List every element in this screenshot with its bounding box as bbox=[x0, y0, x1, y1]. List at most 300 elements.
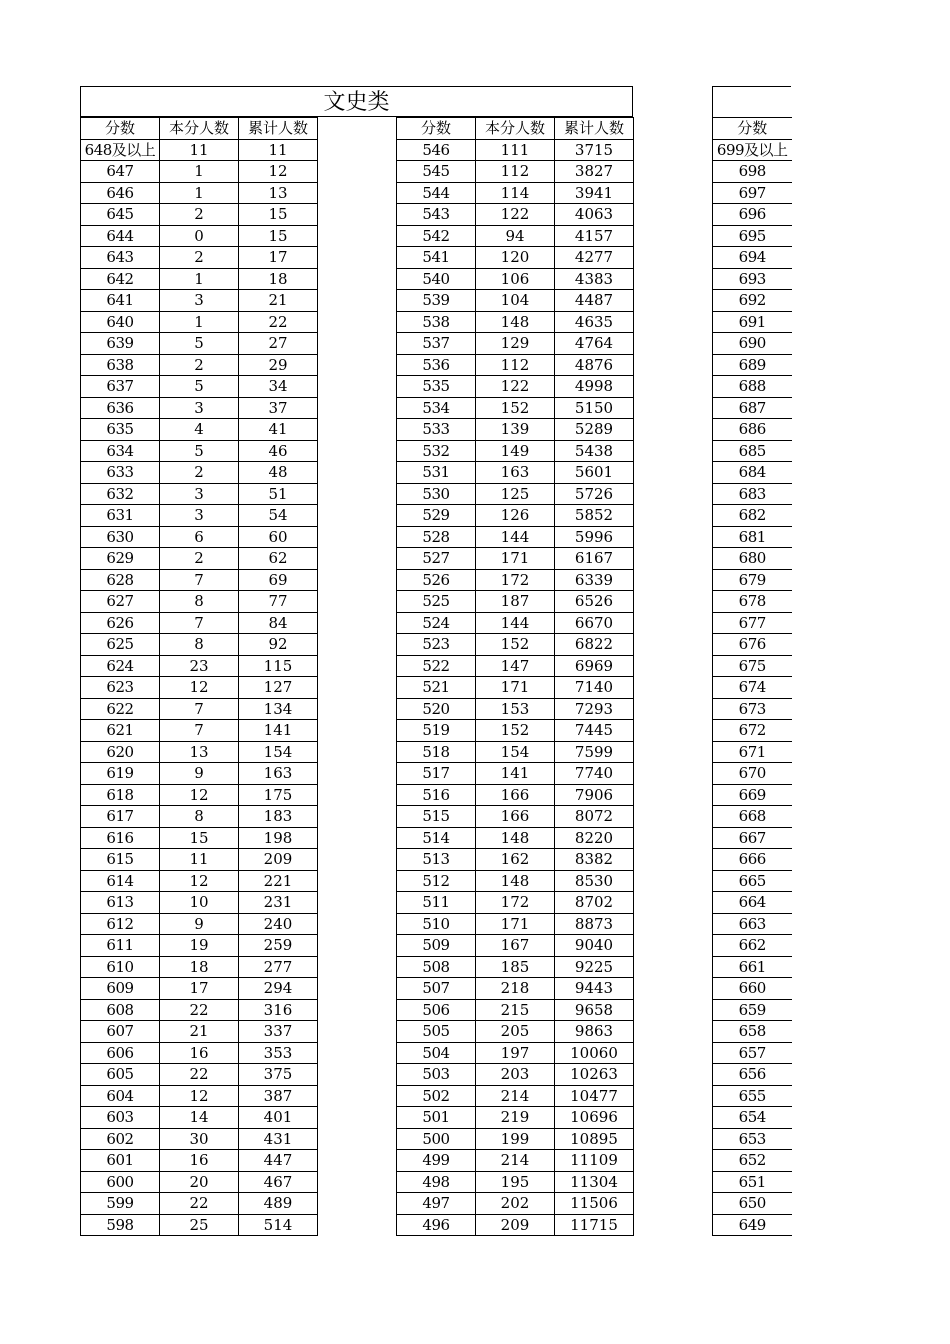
cumulative-cell: 447 bbox=[239, 1150, 318, 1172]
table-row bbox=[713, 139, 792, 161]
score-cell: 541 bbox=[397, 247, 476, 269]
score-cell: 510 bbox=[397, 913, 476, 935]
count-cell: 122 bbox=[476, 376, 555, 398]
count-cell: 7 bbox=[160, 569, 239, 591]
table-row bbox=[81, 161, 318, 183]
count-cell: 214 bbox=[476, 1150, 555, 1172]
cumulative-cell: 17 bbox=[239, 247, 318, 269]
count-cell: 125 bbox=[476, 483, 555, 505]
table-row bbox=[397, 784, 634, 806]
score-cell: 688 bbox=[713, 376, 792, 398]
score-cell: 512 bbox=[397, 870, 476, 892]
table-row bbox=[81, 376, 318, 398]
count-cell: 171 bbox=[476, 548, 555, 570]
table-row bbox=[713, 182, 792, 204]
table-row bbox=[397, 741, 634, 763]
table-row bbox=[81, 935, 318, 957]
cumulative-cell: 8530 bbox=[555, 870, 634, 892]
score-cell: 536 bbox=[397, 354, 476, 376]
cumulative-cell: 231 bbox=[239, 892, 318, 914]
score-cell: 663 bbox=[713, 913, 792, 935]
score-cell: 502 bbox=[397, 1085, 476, 1107]
score-cell: 629 bbox=[81, 548, 160, 570]
count-cell: 25 bbox=[160, 1214, 239, 1236]
score-cell: 692 bbox=[713, 290, 792, 312]
score-cell: 622 bbox=[81, 698, 160, 720]
cumulative-cell: 3941 bbox=[555, 182, 634, 204]
table-row bbox=[397, 483, 634, 505]
score-cell: 526 bbox=[397, 569, 476, 591]
score-cell: 676 bbox=[713, 634, 792, 656]
cumulative-cell: 7445 bbox=[555, 720, 634, 742]
cumulative-cell: 46 bbox=[239, 440, 318, 462]
table-row bbox=[713, 612, 792, 634]
score-cell: 544 bbox=[397, 182, 476, 204]
score-cell: 627 bbox=[81, 591, 160, 613]
cumulative-cell: 6969 bbox=[555, 655, 634, 677]
score-cell: 661 bbox=[713, 956, 792, 978]
cumulative-cell: 10263 bbox=[555, 1064, 634, 1086]
table-row bbox=[713, 956, 792, 978]
count-cell: 172 bbox=[476, 569, 555, 591]
table-row bbox=[81, 548, 318, 570]
score-cell: 612 bbox=[81, 913, 160, 935]
cumulative-cell: 12 bbox=[239, 161, 318, 183]
count-cell: 2 bbox=[160, 354, 239, 376]
cumulative-cell: 9225 bbox=[555, 956, 634, 978]
score-cell: 537 bbox=[397, 333, 476, 355]
score-cell: 499 bbox=[397, 1150, 476, 1172]
table-row bbox=[397, 182, 634, 204]
cumulative-cell: 277 bbox=[239, 956, 318, 978]
table-row bbox=[397, 1042, 634, 1064]
count-cell: 5 bbox=[160, 440, 239, 462]
table-row bbox=[713, 806, 792, 828]
table-row bbox=[713, 913, 792, 935]
score-cell: 605 bbox=[81, 1064, 160, 1086]
score-cell: 683 bbox=[713, 483, 792, 505]
score-cell: 523 bbox=[397, 634, 476, 656]
cumulative-cell: 353 bbox=[239, 1042, 318, 1064]
cumulative-cell: 6670 bbox=[555, 612, 634, 634]
table-row bbox=[713, 1107, 792, 1129]
table-row bbox=[397, 698, 634, 720]
cumulative-cell: 54 bbox=[239, 505, 318, 527]
table-row bbox=[81, 999, 318, 1021]
cumulative-cell: 240 bbox=[239, 913, 318, 935]
table-row bbox=[81, 892, 318, 914]
table-row bbox=[713, 849, 792, 871]
table-row bbox=[81, 354, 318, 376]
count-cell: 144 bbox=[476, 526, 555, 548]
count-cell: 154 bbox=[476, 741, 555, 763]
cumulative-cell: 10060 bbox=[555, 1042, 634, 1064]
cumulative-cell: 294 bbox=[239, 978, 318, 1000]
score-cell: 630 bbox=[81, 526, 160, 548]
score-cell: 521 bbox=[397, 677, 476, 699]
table-row bbox=[713, 440, 792, 462]
score-cell: 621 bbox=[81, 720, 160, 742]
table-row bbox=[713, 698, 792, 720]
score-cell: 610 bbox=[81, 956, 160, 978]
score-cell: 609 bbox=[81, 978, 160, 1000]
count-cell: 1 bbox=[160, 311, 239, 333]
table-row bbox=[713, 526, 792, 548]
score-cell: 653 bbox=[713, 1128, 792, 1150]
score-cell: 642 bbox=[81, 268, 160, 290]
score-cell: 643 bbox=[81, 247, 160, 269]
table-row bbox=[81, 526, 318, 548]
table-row bbox=[397, 419, 634, 441]
count-cell: 187 bbox=[476, 591, 555, 613]
cumulative-cell: 467 bbox=[239, 1171, 318, 1193]
cumulative-cell: 4998 bbox=[555, 376, 634, 398]
count-cell: 153 bbox=[476, 698, 555, 720]
count-cell: 162 bbox=[476, 849, 555, 871]
cumulative-cell: 198 bbox=[239, 827, 318, 849]
score-cell: 667 bbox=[713, 827, 792, 849]
score-cell: 535 bbox=[397, 376, 476, 398]
table-row bbox=[81, 956, 318, 978]
count-cell: 129 bbox=[476, 333, 555, 355]
score-cell: 657 bbox=[713, 1042, 792, 1064]
score-cell: 623 bbox=[81, 677, 160, 699]
table-row bbox=[713, 1021, 792, 1043]
score-cell: 650 bbox=[713, 1193, 792, 1215]
score-cell: 539 bbox=[397, 290, 476, 312]
count-cell: 111 bbox=[476, 139, 555, 161]
score-cell: 509 bbox=[397, 935, 476, 957]
score-cell: 508 bbox=[397, 956, 476, 978]
cumulative-cell: 77 bbox=[239, 591, 318, 613]
score-cell: 613 bbox=[81, 892, 160, 914]
score-cell: 600 bbox=[81, 1171, 160, 1193]
table-row bbox=[81, 333, 318, 355]
count-cell: 4 bbox=[160, 419, 239, 441]
score-cell: 534 bbox=[397, 397, 476, 419]
header-score: 分数 bbox=[81, 118, 160, 140]
score-cell: 525 bbox=[397, 591, 476, 613]
table-row bbox=[397, 1171, 634, 1193]
table-row bbox=[397, 763, 634, 785]
table-row bbox=[397, 870, 634, 892]
score-cell: 513 bbox=[397, 849, 476, 871]
table-row bbox=[713, 225, 792, 247]
table-row bbox=[81, 311, 318, 333]
score-cell: 528 bbox=[397, 526, 476, 548]
score-cell: 522 bbox=[397, 655, 476, 677]
table-row bbox=[397, 376, 634, 398]
score-cell: 543 bbox=[397, 204, 476, 226]
count-cell: 215 bbox=[476, 999, 555, 1021]
table-row bbox=[81, 419, 318, 441]
cumulative-cell: 8072 bbox=[555, 806, 634, 828]
count-cell: 185 bbox=[476, 956, 555, 978]
cumulative-cell: 11304 bbox=[555, 1171, 634, 1193]
score-cell: 507 bbox=[397, 978, 476, 1000]
table-row bbox=[397, 677, 634, 699]
score-cell: 511 bbox=[397, 892, 476, 914]
score-cell: 497 bbox=[397, 1193, 476, 1215]
table-row bbox=[397, 311, 634, 333]
score-cell: 602 bbox=[81, 1128, 160, 1150]
count-cell: 163 bbox=[476, 462, 555, 484]
count-cell: 219 bbox=[476, 1107, 555, 1129]
table-row bbox=[397, 290, 634, 312]
count-cell: 148 bbox=[476, 311, 555, 333]
count-cell: 141 bbox=[476, 763, 555, 785]
table-row bbox=[397, 505, 634, 527]
table-row bbox=[713, 397, 792, 419]
table-row bbox=[397, 161, 634, 183]
cumulative-cell: 8702 bbox=[555, 892, 634, 914]
table-header-row bbox=[81, 118, 318, 140]
count-cell: 3 bbox=[160, 483, 239, 505]
cumulative-cell: 4764 bbox=[555, 333, 634, 355]
cumulative-cell: 7740 bbox=[555, 763, 634, 785]
cumulative-cell: 209 bbox=[239, 849, 318, 871]
table-row bbox=[713, 1042, 792, 1064]
count-cell: 114 bbox=[476, 182, 555, 204]
table-row bbox=[713, 634, 792, 656]
table-row bbox=[713, 827, 792, 849]
table-row bbox=[397, 612, 634, 634]
score-cell: 647 bbox=[81, 161, 160, 183]
count-cell: 152 bbox=[476, 720, 555, 742]
table-row bbox=[397, 655, 634, 677]
count-cell: 147 bbox=[476, 655, 555, 677]
cumulative-cell: 4487 bbox=[555, 290, 634, 312]
score-cell: 699及以上 bbox=[713, 139, 792, 161]
table-row bbox=[397, 1214, 634, 1236]
table-row bbox=[81, 1171, 318, 1193]
table-row bbox=[397, 591, 634, 613]
score-cell: 672 bbox=[713, 720, 792, 742]
score-cell: 538 bbox=[397, 311, 476, 333]
score-cell: 681 bbox=[713, 526, 792, 548]
table-row bbox=[713, 1085, 792, 1107]
cumulative-cell: 37 bbox=[239, 397, 318, 419]
count-cell: 172 bbox=[476, 892, 555, 914]
score-cell: 684 bbox=[713, 462, 792, 484]
table-row bbox=[81, 763, 318, 785]
cumulative-cell: 9658 bbox=[555, 999, 634, 1021]
cumulative-cell: 221 bbox=[239, 870, 318, 892]
cumulative-cell: 6339 bbox=[555, 569, 634, 591]
score-cell: 654 bbox=[713, 1107, 792, 1129]
table-row bbox=[397, 956, 634, 978]
header-count: 本分人数 bbox=[160, 118, 239, 140]
cumulative-cell: 7599 bbox=[555, 741, 634, 763]
table-row bbox=[81, 720, 318, 742]
cumulative-cell: 387 bbox=[239, 1085, 318, 1107]
table-row bbox=[397, 1150, 634, 1172]
score-cell: 527 bbox=[397, 548, 476, 570]
count-cell: 94 bbox=[476, 225, 555, 247]
cumulative-cell: 154 bbox=[239, 741, 318, 763]
table-row bbox=[397, 354, 634, 376]
table-row bbox=[81, 913, 318, 935]
score-cell: 671 bbox=[713, 741, 792, 763]
score-cell: 668 bbox=[713, 806, 792, 828]
score-cell: 540 bbox=[397, 268, 476, 290]
cumulative-cell: 514 bbox=[239, 1214, 318, 1236]
cumulative-cell: 34 bbox=[239, 376, 318, 398]
table-title-partial bbox=[712, 86, 791, 117]
score-cell: 698 bbox=[713, 161, 792, 183]
cumulative-cell: 11715 bbox=[555, 1214, 634, 1236]
score-cell: 618 bbox=[81, 784, 160, 806]
score-cell: 656 bbox=[713, 1064, 792, 1086]
table-row bbox=[81, 1150, 318, 1172]
cumulative-cell: 10477 bbox=[555, 1085, 634, 1107]
score-cell: 649 bbox=[713, 1214, 792, 1236]
score-cell: 665 bbox=[713, 870, 792, 892]
table-row bbox=[397, 333, 634, 355]
cumulative-cell: 18 bbox=[239, 268, 318, 290]
table-row bbox=[713, 161, 792, 183]
table-row bbox=[713, 290, 792, 312]
table-row bbox=[397, 913, 634, 935]
score-cell: 678 bbox=[713, 591, 792, 613]
table-row bbox=[397, 268, 634, 290]
table-row bbox=[81, 397, 318, 419]
count-cell: 8 bbox=[160, 634, 239, 656]
cumulative-cell: 60 bbox=[239, 526, 318, 548]
cumulative-cell: 489 bbox=[239, 1193, 318, 1215]
cumulative-cell: 4277 bbox=[555, 247, 634, 269]
score-cell: 608 bbox=[81, 999, 160, 1021]
count-cell: 9 bbox=[160, 913, 239, 935]
table-row bbox=[81, 1064, 318, 1086]
score-cell: 694 bbox=[713, 247, 792, 269]
count-cell: 23 bbox=[160, 655, 239, 677]
table-row bbox=[713, 677, 792, 699]
count-cell: 11 bbox=[160, 849, 239, 871]
cumulative-cell: 259 bbox=[239, 935, 318, 957]
count-cell: 1 bbox=[160, 268, 239, 290]
cumulative-cell: 5601 bbox=[555, 462, 634, 484]
score-cell: 691 bbox=[713, 311, 792, 333]
score-cell: 648及以上 bbox=[81, 139, 160, 161]
cumulative-cell: 4157 bbox=[555, 225, 634, 247]
count-cell: 1 bbox=[160, 161, 239, 183]
score-cell: 640 bbox=[81, 311, 160, 333]
cumulative-cell: 6526 bbox=[555, 591, 634, 613]
count-cell: 7 bbox=[160, 720, 239, 742]
score-cell: 682 bbox=[713, 505, 792, 527]
table-row bbox=[81, 1021, 318, 1043]
table-row bbox=[81, 290, 318, 312]
table-row bbox=[81, 827, 318, 849]
table-row bbox=[713, 1171, 792, 1193]
count-cell: 10 bbox=[160, 892, 239, 914]
cumulative-cell: 92 bbox=[239, 634, 318, 656]
table-row bbox=[713, 311, 792, 333]
score-cell: 632 bbox=[81, 483, 160, 505]
score-cell: 675 bbox=[713, 655, 792, 677]
count-cell: 144 bbox=[476, 612, 555, 634]
count-cell: 202 bbox=[476, 1193, 555, 1215]
count-cell: 30 bbox=[160, 1128, 239, 1150]
table-row bbox=[713, 741, 792, 763]
table-row bbox=[81, 204, 318, 226]
score-cell: 666 bbox=[713, 849, 792, 871]
score-cell: 514 bbox=[397, 827, 476, 849]
score-cell: 635 bbox=[81, 419, 160, 441]
score-cell: 530 bbox=[397, 483, 476, 505]
cumulative-cell: 401 bbox=[239, 1107, 318, 1129]
count-cell: 2 bbox=[160, 204, 239, 226]
score-cell: 531 bbox=[397, 462, 476, 484]
cumulative-cell: 337 bbox=[239, 1021, 318, 1043]
table-row bbox=[713, 548, 792, 570]
cumulative-cell: 69 bbox=[239, 569, 318, 591]
table-row bbox=[397, 634, 634, 656]
count-cell: 5 bbox=[160, 333, 239, 355]
table-row bbox=[81, 1107, 318, 1129]
cumulative-cell: 4635 bbox=[555, 311, 634, 333]
score-table-1 bbox=[80, 117, 318, 1236]
count-cell: 16 bbox=[160, 1150, 239, 1172]
table-row bbox=[397, 935, 634, 957]
score-cell: 634 bbox=[81, 440, 160, 462]
table-row bbox=[81, 978, 318, 1000]
score-cell: 687 bbox=[713, 397, 792, 419]
score-cell: 604 bbox=[81, 1085, 160, 1107]
score-cell: 655 bbox=[713, 1085, 792, 1107]
cumulative-cell: 115 bbox=[239, 655, 318, 677]
table-row bbox=[81, 698, 318, 720]
table-row bbox=[397, 204, 634, 226]
score-cell: 520 bbox=[397, 698, 476, 720]
cumulative-cell: 15 bbox=[239, 225, 318, 247]
cumulative-cell: 9443 bbox=[555, 978, 634, 1000]
count-cell: 167 bbox=[476, 935, 555, 957]
score-cell: 624 bbox=[81, 655, 160, 677]
cumulative-cell: 15 bbox=[239, 204, 318, 226]
cumulative-cell: 13 bbox=[239, 182, 318, 204]
score-cell: 664 bbox=[713, 892, 792, 914]
cumulative-cell: 27 bbox=[239, 333, 318, 355]
cumulative-cell: 5438 bbox=[555, 440, 634, 462]
score-cell: 616 bbox=[81, 827, 160, 849]
table-row bbox=[81, 806, 318, 828]
cumulative-cell: 9863 bbox=[555, 1021, 634, 1043]
score-cell: 615 bbox=[81, 849, 160, 871]
cumulative-cell: 316 bbox=[239, 999, 318, 1021]
table-row bbox=[713, 978, 792, 1000]
score-cell: 620 bbox=[81, 741, 160, 763]
count-cell: 148 bbox=[476, 827, 555, 849]
table-row bbox=[397, 806, 634, 828]
cumulative-cell: 5726 bbox=[555, 483, 634, 505]
count-cell: 16 bbox=[160, 1042, 239, 1064]
count-cell: 214 bbox=[476, 1085, 555, 1107]
table-row bbox=[713, 204, 792, 226]
table-row bbox=[397, 397, 634, 419]
table-row bbox=[81, 139, 318, 161]
cumulative-cell: 127 bbox=[239, 677, 318, 699]
cumulative-cell: 11 bbox=[239, 139, 318, 161]
cumulative-cell: 10696 bbox=[555, 1107, 634, 1129]
count-cell: 104 bbox=[476, 290, 555, 312]
score-cell: 685 bbox=[713, 440, 792, 462]
cumulative-cell: 11109 bbox=[555, 1150, 634, 1172]
count-cell: 152 bbox=[476, 397, 555, 419]
count-cell: 6 bbox=[160, 526, 239, 548]
table-row bbox=[81, 1193, 318, 1215]
